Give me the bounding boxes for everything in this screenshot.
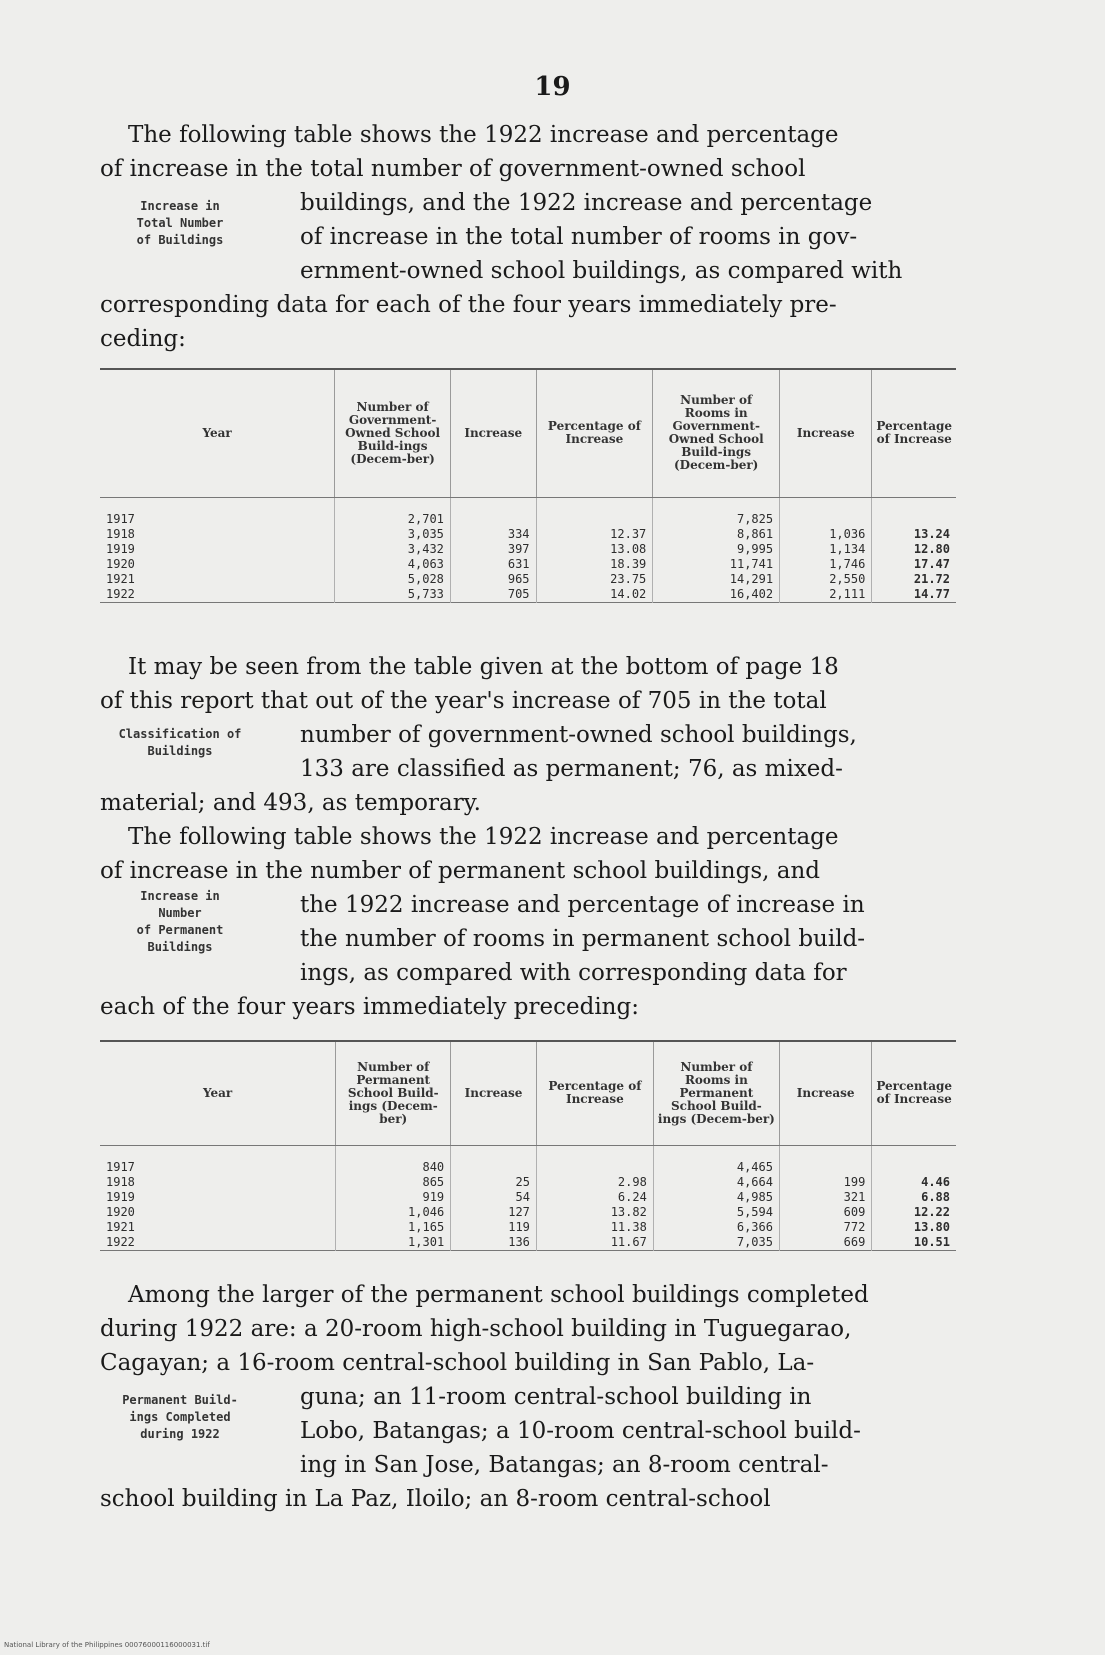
- margin-note-total-buildings: [100, 198, 260, 249]
- table-row: [100, 1220, 956, 1235]
- table-cell: 1,301: [336, 1235, 451, 1251]
- table-cell: [450, 497, 536, 527]
- text-line: school building in La Paz, Iloilo; an 8-room central-school: [100, 1486, 771, 1512]
- year-cell: 1920: [100, 1205, 336, 1220]
- text-line: Among the larger of the permanent school buildings completed: [128, 1282, 869, 1308]
- text-line: corresponding data for each of the four years immediately pre-: [100, 292, 837, 318]
- year-cell: 1920: [100, 557, 335, 572]
- paragraph-classification-top: [100, 650, 956, 718]
- margin-note-line: ings Completed: [129, 1410, 231, 1424]
- year-cell: 1919: [100, 1190, 336, 1205]
- table-cell: 21.72: [913, 571, 950, 586]
- column-header: Percentage of Increase: [536, 1041, 653, 1145]
- page-number: 19: [534, 72, 571, 102]
- table-cell: 6.24: [536, 1190, 653, 1205]
- table-cell: [872, 1145, 956, 1175]
- margin-note-line: Buildings: [147, 744, 213, 758]
- column-header: Increase: [450, 369, 536, 497]
- table-cell: 10.51: [913, 1234, 950, 1249]
- table-cell: 8,861: [653, 527, 780, 542]
- text-line: during 1922 are: a 20-room high-school building in Tuguegarao,: [100, 1316, 852, 1342]
- margin-note-line: Increase in: [140, 199, 220, 213]
- table-cell: 919: [336, 1190, 451, 1205]
- table-cell: 321: [779, 1190, 871, 1205]
- table-cell: 14.02: [536, 587, 653, 603]
- table-cell: 1,046: [336, 1205, 451, 1220]
- table-cell: 2.98: [536, 1175, 653, 1190]
- table-cell: 4,063: [335, 557, 451, 572]
- year-cell: 1921: [100, 1220, 336, 1235]
- table-cell: 11,741: [653, 557, 780, 572]
- margin-note-line: of Permanent: [136, 923, 224, 937]
- paragraph-completed-indented: [300, 1380, 956, 1482]
- paragraph-completed-bottom: [100, 1482, 956, 1516]
- table-row: [100, 1190, 956, 1205]
- table-cell: 397: [450, 542, 536, 557]
- table-cell: 772: [779, 1220, 871, 1235]
- table-cell: [451, 1145, 537, 1175]
- column-header: Percentage of Increase: [536, 369, 653, 497]
- year-cell: 1922: [100, 1235, 336, 1251]
- table-cell: [536, 1145, 653, 1175]
- column-header: Year: [100, 369, 335, 497]
- text-line: number of government-owned school buildings,: [300, 722, 857, 748]
- table-cell: 865: [336, 1175, 451, 1190]
- table-cell: 119: [451, 1220, 537, 1235]
- paragraph-completed-top: [100, 1278, 956, 1380]
- table-cell: 12.80: [913, 541, 950, 556]
- text-line: It may be seen from the table given at the bottom of page 18: [128, 654, 839, 680]
- table-cell: 127: [451, 1205, 537, 1220]
- year-cell: 1917: [100, 1145, 336, 1175]
- table-cell: 7,825: [653, 497, 780, 527]
- paragraph-permanent-top: [100, 820, 956, 888]
- table-cell: 1,036: [780, 527, 872, 542]
- column-header: Increase: [779, 1041, 871, 1145]
- margin-note-line: Total Number: [136, 216, 224, 230]
- table-row: [100, 557, 956, 572]
- text-line: ernment-owned school buildings, as compared with: [300, 258, 903, 284]
- margin-note-permanent-buildings: [100, 888, 260, 956]
- table-cell: 631: [450, 557, 536, 572]
- margin-note-line: of Buildings: [136, 233, 224, 247]
- margin-note-classification: [100, 726, 260, 760]
- margin-note-line: Permanent Build-: [122, 1393, 238, 1407]
- margin-note-line: Classification of: [118, 727, 242, 741]
- column-header: Number of Permanent School Build-ings (Decem-ber): [336, 1041, 451, 1145]
- text-line: the 1922 increase and percentage of increase in: [300, 892, 865, 918]
- table-cell: 4.46: [921, 1174, 950, 1189]
- table-row: [100, 1205, 956, 1220]
- table-cell: 965: [450, 572, 536, 587]
- table-cell: 54: [451, 1190, 537, 1205]
- table-cell: 669: [779, 1235, 871, 1251]
- column-header: Number of Rooms in Government-Owned School Build-ings (Decem-ber): [653, 369, 780, 497]
- text-line: The following table shows the 1922 increase and percentage: [128, 122, 839, 148]
- table-cell: 136: [451, 1235, 537, 1251]
- table-cell: 7,035: [653, 1235, 779, 1251]
- text-line: the number of rooms in permanent school build-: [300, 926, 866, 952]
- margin-note-completed-1922: [100, 1392, 260, 1443]
- year-cell: 1918: [100, 527, 335, 542]
- column-header: Increase: [780, 369, 872, 497]
- column-header: Increase: [451, 1041, 537, 1145]
- column-header: Percentage of Increase: [872, 369, 956, 497]
- table-government-owned-buildings: [100, 368, 956, 603]
- text-line: each of the four years immediately preceding:: [100, 994, 639, 1020]
- table-cell: 6.88: [921, 1189, 950, 1204]
- text-line: of increase in the total number of government-owned school: [100, 156, 806, 182]
- table-cell: 2,701: [335, 497, 451, 527]
- table-cell: 11.67: [536, 1235, 653, 1251]
- table-cell: 11.38: [536, 1220, 653, 1235]
- text-line: ings, as compared with corresponding data for: [300, 960, 847, 986]
- table-cell: 3,432: [335, 542, 451, 557]
- table-row: [100, 497, 956, 527]
- table-cell: 5,028: [335, 572, 451, 587]
- column-header: Year: [100, 1041, 336, 1145]
- table-row: [100, 572, 956, 587]
- margin-note-line: Increase in: [140, 889, 220, 903]
- text-line: 133 are classified as permanent; 76, as mixed-: [300, 756, 843, 782]
- table-cell: 23.75: [536, 572, 653, 587]
- intro-paragraph-indented: [300, 186, 956, 288]
- text-line: guna; an 11-room central-school building in: [300, 1384, 812, 1410]
- table-cell: 17.47: [913, 556, 950, 571]
- text-line: ceding:: [100, 326, 186, 352]
- margin-note-line: Number: [158, 906, 202, 920]
- table-cell: 4,985: [653, 1190, 779, 1205]
- paragraph-classification-bottom: [100, 786, 956, 820]
- table-cell: 5,733: [335, 587, 451, 603]
- table-row: [100, 587, 956, 603]
- table-row: [100, 1235, 956, 1251]
- table-row: [100, 542, 956, 557]
- intro-paragraph-bottom: [100, 288, 956, 356]
- table-cell: [872, 497, 956, 527]
- year-cell: 1919: [100, 542, 335, 557]
- table-cell: 18.39: [536, 557, 653, 572]
- table-cell: 13.80: [913, 1219, 950, 1234]
- table-cell: 4,664: [653, 1175, 779, 1190]
- table-cell: 12.22: [913, 1204, 950, 1219]
- paragraph-classification-indented: [300, 718, 956, 786]
- column-header: Number of Rooms in Permanent School Build-ings (Decem-ber): [653, 1041, 779, 1145]
- table-cell: 609: [779, 1205, 871, 1220]
- table-row: [100, 1145, 956, 1175]
- column-header: Number of Government-Owned School Build-ings (Decem-ber): [335, 369, 451, 497]
- text-line: Cagayan; a 16-room central-school building in San Pablo, La-: [100, 1350, 815, 1376]
- table-cell: 334: [450, 527, 536, 542]
- table-cell: 840: [336, 1145, 451, 1175]
- table-cell: 1,134: [780, 542, 872, 557]
- text-line: material; and 493, as temporary.: [100, 790, 481, 816]
- scan-footer: National Library of the Philippines 00076000116000031.tif: [4, 1641, 210, 1649]
- paragraph-permanent-indented: [300, 888, 956, 990]
- text-line: of increase in the total number of rooms in gov-: [300, 224, 858, 250]
- margin-note-line: during 1922: [140, 1427, 220, 1441]
- table-cell: 14.77: [913, 586, 950, 601]
- table-permanent-buildings: [100, 1040, 956, 1251]
- year-cell: 1918: [100, 1175, 336, 1190]
- table-cell: 6,366: [653, 1220, 779, 1235]
- table-cell: 4,465: [653, 1145, 779, 1175]
- table-cell: [779, 1145, 871, 1175]
- table-cell: 2,111: [780, 587, 872, 603]
- intro-paragraph-top: [100, 118, 956, 186]
- table-cell: 705: [450, 587, 536, 603]
- text-line: Lobo, Batangas; a 10-room central-school build-: [300, 1418, 861, 1444]
- table-cell: 3,035: [335, 527, 451, 542]
- table-cell: 12.37: [536, 527, 653, 542]
- text-line: ing in San Jose, Batangas; an 8-room central-: [300, 1452, 829, 1478]
- table-cell: 13.82: [536, 1205, 653, 1220]
- table-cell: 5,594: [653, 1205, 779, 1220]
- margin-note-line: Buildings: [147, 940, 213, 954]
- column-header: Percentage of Increase: [872, 1041, 956, 1145]
- table-cell: 13.24: [913, 526, 950, 541]
- year-cell: 1917: [100, 497, 335, 527]
- table-cell: 14,291: [653, 572, 780, 587]
- table-cell: 9,995: [653, 542, 780, 557]
- table-row: [100, 527, 956, 542]
- table-cell: 25: [451, 1175, 537, 1190]
- table-cell: 1,746: [780, 557, 872, 572]
- table-cell: [780, 497, 872, 527]
- year-cell: 1921: [100, 572, 335, 587]
- text-line: of this report that out of the year's increase of 705 in the total: [100, 688, 827, 714]
- table-cell: 2,550: [780, 572, 872, 587]
- text-line: of increase in the number of permanent school buildings, and: [100, 858, 821, 884]
- table-row: [100, 1175, 956, 1190]
- paragraph-permanent-bottom: [100, 990, 956, 1024]
- table-cell: 13.08: [536, 542, 653, 557]
- year-cell: 1922: [100, 587, 335, 603]
- text-line: The following table shows the 1922 increase and percentage: [128, 824, 839, 850]
- table-cell: 16,402: [653, 587, 780, 603]
- text-line: buildings, and the 1922 increase and percentage: [300, 190, 873, 216]
- table-cell: 1,165: [336, 1220, 451, 1235]
- table-cell: 199: [779, 1175, 871, 1190]
- table-cell: [536, 497, 653, 527]
